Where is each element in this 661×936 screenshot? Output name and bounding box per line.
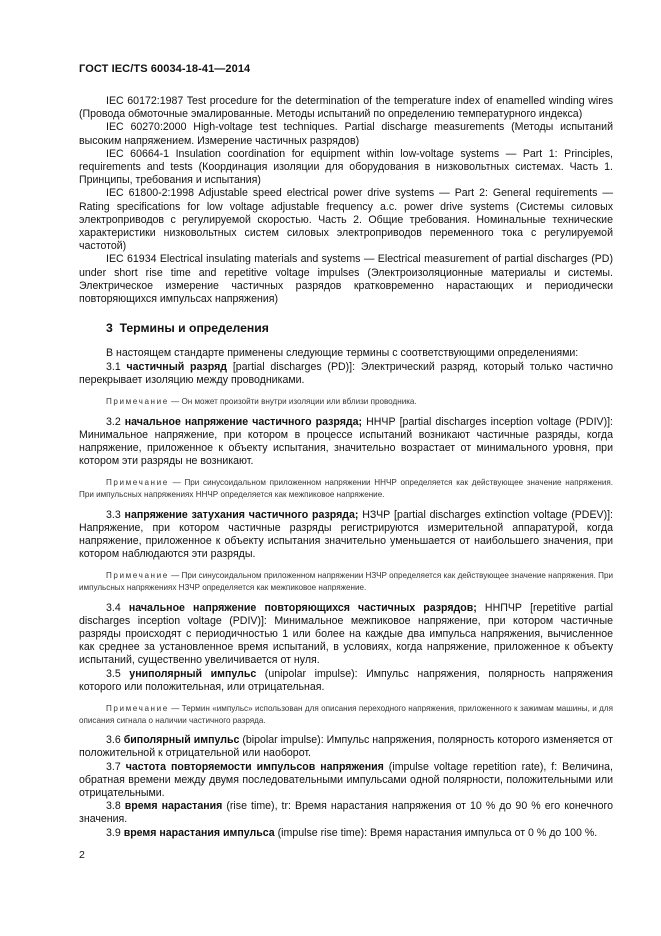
note-text: — Термин «импульс» использован для описания переходного напряжения, приложенного к зажимам машины, и для описания сигнала о наличии частичного разряда. bbox=[79, 704, 614, 725]
term-number: 3.7 bbox=[106, 760, 121, 773]
term-name: униполярный импульс bbox=[129, 667, 257, 680]
term-definition: ННЧР [partial discharges inception voltage (PDIV)]: Минимальное напряжение, при котором в процессе испытаний возникают частичные разряды, когда напряжение, приложенное к объекту испытания, значительно возрастает от минимального уровня, при котором эти разряды не возникают. bbox=[79, 415, 613, 468]
section-intro: В настоящем стандарте применены следующие термины с соответствующими определениями: bbox=[106, 347, 579, 360]
term-definition: (unipolar impulse): Импульс напряжения, полярность напряжения которого или положительная, или отрицательная. bbox=[79, 667, 613, 693]
term-number: 3.9 bbox=[106, 826, 121, 839]
term-definition: [partial discharges (PD)]: Электрический разряд, который только частично перекрывает изоляцию между проводниками. bbox=[79, 360, 613, 386]
note-label: Примечание bbox=[106, 571, 169, 581]
note-text: — Он может произойти внутри изоляции или вблизи проводника. bbox=[171, 397, 417, 407]
term-number: 3.2 bbox=[106, 415, 121, 428]
note-label: Примечание bbox=[106, 397, 169, 407]
term-definition: (bipolar impulse): Импульс напряжения, полярность которого изменяется от положительной к отрицательной или наоборот. bbox=[79, 734, 613, 760]
note-text: — При синусоидальном приложенном напряжении ННЧР определяется как действующее значение напряжения. При импульсных напряжениях ННЧР определяется как межпиковое напряжение. bbox=[79, 478, 613, 500]
term-name: время нарастания импульса bbox=[123, 826, 275, 839]
term-3-4 bbox=[79, 602, 613, 668]
page-body bbox=[79, 95, 613, 840]
note-label: Примечание bbox=[106, 478, 169, 488]
term-3-2 bbox=[79, 416, 613, 469]
section-number: 3 bbox=[106, 321, 113, 336]
note-3-5 bbox=[79, 703, 613, 726]
term-name: время нарастания bbox=[124, 800, 223, 813]
reference-iec-60664-1: IEC 60664-1 Insulation coordination for equipment within low-voltage systems — Part 1: Principles, requirements and tests (Координация изоляции для оборудования в низковольтных системах. Часть 1. Принципы, требования и испытания) bbox=[79, 147, 613, 187]
term-3-8 bbox=[79, 800, 613, 826]
section-heading bbox=[106, 322, 613, 335]
term-name: напряжение затухания частичного разряда; bbox=[124, 508, 359, 521]
term-definition: (impulse rise time): Время нарастания импульса от 0 % до 100 %. bbox=[274, 826, 598, 839]
document-header: ГОСТ IEC/TS 60034-18-41—2014 bbox=[79, 63, 251, 75]
term-3-9 bbox=[79, 827, 613, 840]
term-number: 3.1 bbox=[106, 360, 121, 373]
reference-iec-60270: IEC 60270:2000 High-voltage test techniques. Partial discharge measurements (Методы испытаний высоким напряжением. Измерение частичных разрядов) bbox=[79, 121, 613, 147]
note-label: Примечание bbox=[106, 704, 169, 714]
term-number: 3.4 bbox=[106, 601, 121, 614]
note-3-3 bbox=[79, 570, 613, 593]
term-name: начальное напряжение частичного разряда; bbox=[124, 415, 363, 428]
term-3-7 bbox=[79, 761, 613, 801]
term-name: частота повторяемости импульсов напряжения bbox=[125, 760, 384, 773]
page-number: 2 bbox=[79, 849, 85, 861]
note-text: — При синусоидальном приложенном напряжении НЗЧР определяется как действующее значение напряжения. При импульсных напряжениях НЗЧР определяется как межпиковое напряжение. bbox=[79, 571, 613, 593]
term-number: 3.3 bbox=[106, 508, 121, 521]
term-definition: ННПЧР [repetitive partial discharges inception voltage (PDIV)]: Минимальное межпиковое напряжение, при котором частичные разряды происходят с периодичностью 1 или более на каждые два импульса напряжения, вычисленное как среднее за установленное время испытаний, в условиях, когда напряжение, приложенное к объекту испытаний, существенно увеличивается от нуля. bbox=[79, 601, 613, 667]
section-title: Термины и определения bbox=[119, 321, 269, 336]
term-3-1 bbox=[79, 361, 613, 387]
term-number: 3.5 bbox=[106, 667, 121, 680]
term-name: начальное напряжение повторяющихся частичных разрядов; bbox=[128, 601, 477, 614]
term-name: частичный разряд bbox=[126, 360, 228, 373]
term-number: 3.6 bbox=[106, 734, 121, 747]
term-3-5 bbox=[79, 668, 613, 694]
term-definition: (impulse voltage repetition rate), f: Величина, обратная времени между двумя последовательными импульсами одной полярности, положительными или отрицательными. bbox=[79, 760, 613, 800]
term-3-6 bbox=[79, 734, 613, 760]
term-number: 3.8 bbox=[106, 800, 121, 813]
term-definition: НЗЧР [partial discharges extinction voltage (PDEV)]: Напряжение, при котором частичные разряды регистрируются измерительной аппаратурой, когда напряжение, приложенное к объекту испытания значительно уменьшается от наибольшего значения, при котором наблюдаются эти разряды. bbox=[79, 508, 613, 561]
term-definition: (rise time), tr: Время нарастания напряжения от 10 % до 90 % его конечного значения. bbox=[79, 800, 614, 826]
term-name: биполярный импульс bbox=[123, 734, 240, 747]
reference-iec-60172: IEC 60172:1987 Test procedure for the determination of the temperature index of enamelled winding wires (Провода обмоточные эмалированные. Методы испытаний по определению температурного индекса) bbox=[79, 95, 613, 121]
reference-iec-61934: IEC 61934 Electrical insulating materials and systems — Electrical measurement of partial discharges (PD) under short rise time and repetitive voltage impulses (Электроизоляционные материалы и системы. Электрическое измерение частичных разрядов кратковременно нарастающих и периодически повторяющихся импульсах напряжения) bbox=[79, 253, 613, 306]
note-3-1 bbox=[79, 396, 613, 408]
term-3-3 bbox=[79, 509, 613, 562]
reference-iec-61800-2: IEC 61800-2:1998 Adjustable speed electrical power drive systems — Part 2: General requirements — Rating specifications for low voltage adjustable frequency a.c. power drive systems (Системы силовых электроприводов с регулируемой скоростью. Часть 2. Общие требования. Номинальные технические характеристики низковольтных систем силовых электроприводов переменного тока с регулируемой частотой) bbox=[79, 187, 613, 253]
note-3-2 bbox=[79, 477, 613, 500]
